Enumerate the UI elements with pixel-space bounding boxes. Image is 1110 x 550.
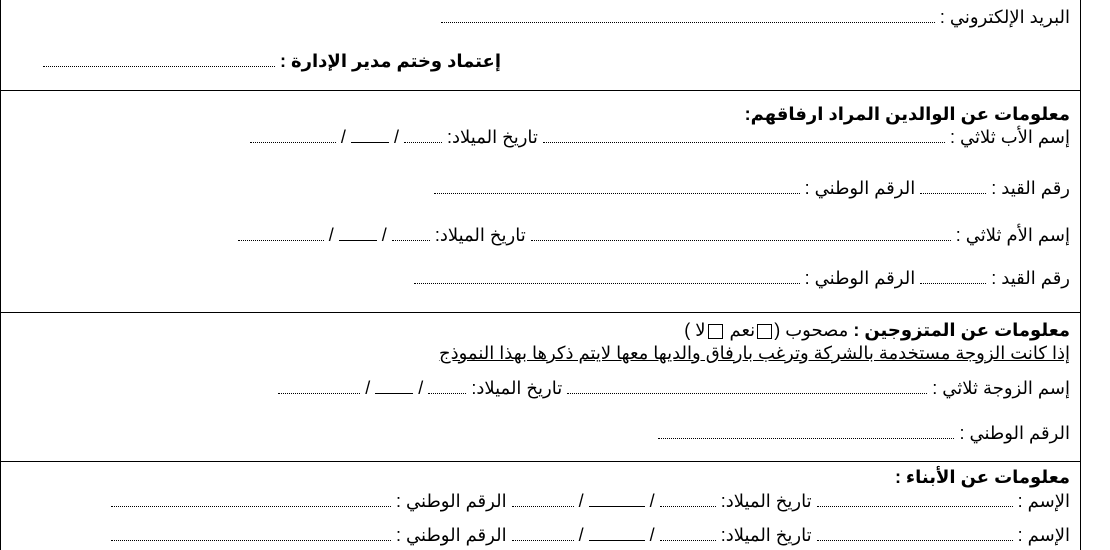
child-national-id-field[interactable] — [111, 522, 391, 541]
approval-label: إعتماد وختم مدير الإدارة : — [280, 51, 501, 71]
email-row — [0, 4, 1078, 30]
child-name-label: الإسم : — [1017, 491, 1070, 511]
email-label: البريد الإلكتروني : — [939, 7, 1070, 27]
father-national-id-field[interactable] — [434, 175, 800, 194]
yes-label: نعم — [729, 320, 756, 340]
wife-national-id-field[interactable] — [658, 420, 954, 439]
wife-national-id-label: الرقم الوطني : — [959, 423, 1070, 443]
mother-dob-year[interactable] — [238, 222, 324, 241]
mother-dob-month[interactable] — [339, 222, 377, 241]
married-title: معلومات عن المتزوجين : — [853, 320, 1070, 340]
mother-national-id-field[interactable] — [414, 265, 800, 284]
date-separator: / — [340, 127, 346, 147]
mother-name-field[interactable] — [531, 222, 951, 241]
no-checkbox[interactable] — [708, 324, 723, 339]
child-dob-label: تاريخ الميلاد: — [720, 491, 812, 511]
children-title-row — [0, 466, 1078, 488]
child-national-id-label: الرقم الوطني : — [396, 491, 507, 511]
child-name-field[interactable] — [817, 522, 1013, 541]
wife-dob-label: تاريخ الميلاد: — [471, 378, 563, 398]
father-dob-year[interactable] — [250, 124, 336, 143]
wife-dob-month[interactable] — [375, 375, 413, 394]
father-row — [0, 124, 1078, 150]
date-separator: / — [578, 491, 584, 511]
mother-row — [0, 222, 1078, 248]
date-separator: / — [649, 525, 655, 545]
married-title-row — [0, 319, 1078, 341]
date-separator: / — [649, 491, 655, 511]
child-national-id-label: الرقم الوطني : — [396, 525, 507, 545]
registry-label: رقم القيد : — [991, 178, 1070, 198]
wife-name-label: إسم الزوجة ثلاثي : — [932, 378, 1070, 398]
approval-field[interactable] — [43, 48, 275, 67]
father-name-label: إسم الأب ثلاثي : — [949, 127, 1070, 147]
section-divider — [0, 90, 1080, 91]
child-name-field[interactable] — [817, 488, 1013, 507]
wife-id-row — [0, 420, 1078, 446]
child-row — [0, 488, 1078, 510]
child-dob-year[interactable] — [512, 522, 574, 541]
date-separator: / — [365, 378, 371, 398]
section-divider — [0, 312, 1080, 313]
registry-label: رقم القيد : — [991, 268, 1070, 288]
child-name-label: الإسم : — [1017, 525, 1070, 545]
child-dob-month[interactable] — [589, 488, 645, 507]
father-name-field[interactable] — [543, 124, 945, 143]
date-separator: / — [328, 225, 334, 245]
mother-registry-field[interactable] — [920, 265, 986, 284]
child-dob-label: تاريخ الميلاد: — [720, 525, 812, 545]
parents-title: معلومات عن الوالدين المراد ارفاقهم: — [744, 104, 1070, 124]
mother-dob-label: تاريخ الميلاد: — [434, 225, 526, 245]
married-note-row — [0, 341, 1078, 365]
child-row — [0, 522, 1078, 544]
accompanied-label: مصحوب ( — [774, 320, 849, 340]
mother-name-label: إسم الأم ثلاثي : — [955, 225, 1070, 245]
child-dob-month[interactable] — [589, 522, 645, 541]
children-title: معلومات عن الأبناء : — [894, 467, 1070, 487]
parents-title-row — [0, 103, 1078, 125]
wife-row — [0, 375, 1078, 399]
date-separator: / — [578, 525, 584, 545]
wife-dob-day[interactable] — [428, 375, 466, 394]
email-field[interactable] — [441, 4, 935, 23]
national-id-label: الرقم الوطني : — [804, 268, 916, 288]
section-divider — [0, 461, 1080, 462]
mother-dob-day[interactable] — [392, 222, 430, 241]
wife-name-field[interactable] — [567, 375, 927, 394]
date-separator: / — [381, 225, 387, 245]
child-dob-year[interactable] — [512, 488, 574, 507]
child-national-id-field[interactable] — [111, 488, 391, 507]
mother-ids-row — [0, 265, 1078, 291]
father-ids-row — [0, 175, 1078, 201]
date-separator: / — [393, 127, 399, 147]
child-dob-day[interactable] — [660, 522, 716, 541]
child-dob-day[interactable] — [660, 488, 716, 507]
yes-checkbox[interactable] — [757, 324, 772, 339]
father-dob-month[interactable] — [351, 124, 389, 143]
wife-dob-year[interactable] — [278, 375, 360, 394]
father-dob-day[interactable] — [404, 124, 442, 143]
father-registry-field[interactable] — [920, 175, 986, 194]
approval-row — [0, 48, 1078, 74]
no-label: لا ) — [684, 320, 706, 340]
father-dob-label: تاريخ الميلاد: — [447, 127, 538, 147]
married-note: إذا كانت الزوجة مستخدمة بالشركة وترغب بارفاق والديها معها لايتم ذكرها بهذا النموذج — [438, 343, 1070, 363]
national-id-label: الرقم الوطني : — [804, 178, 916, 198]
date-separator: / — [418, 378, 424, 398]
